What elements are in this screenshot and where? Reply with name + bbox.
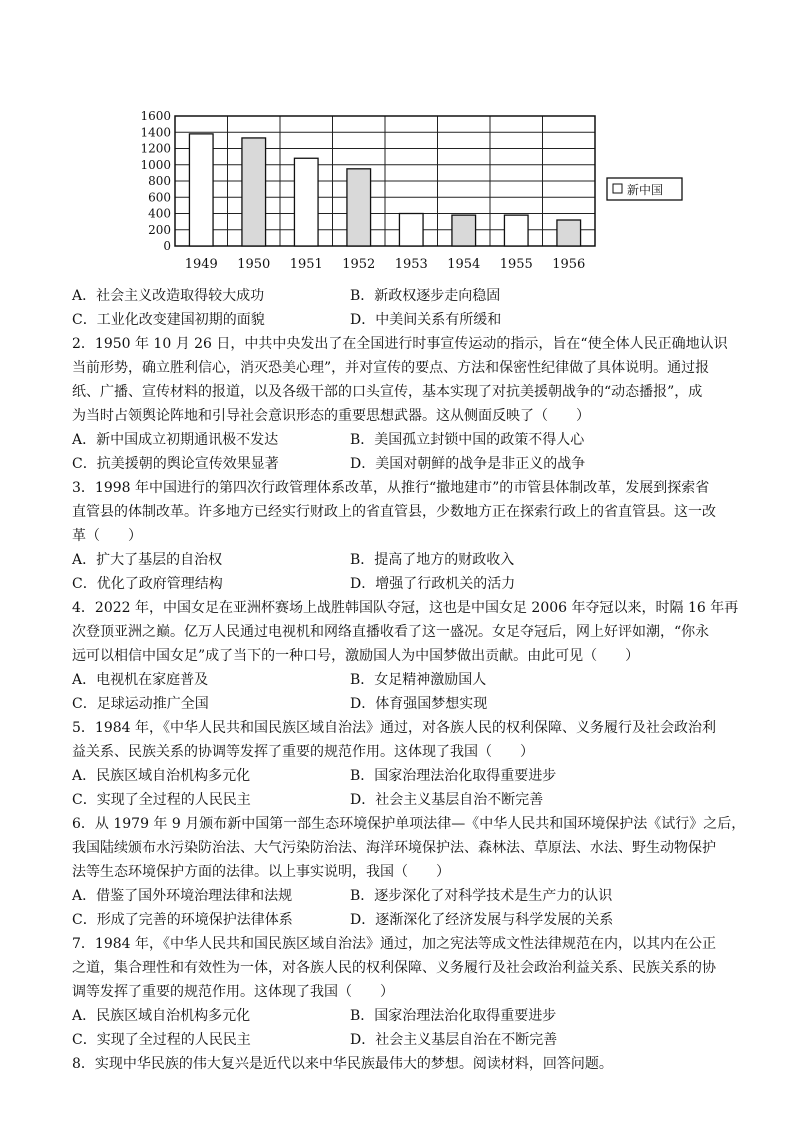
q4-option-d: D．体育强国梦想实现 bbox=[350, 696, 488, 712]
q6-option-c: C．形成了完善的环境保护法律体系 bbox=[72, 912, 293, 928]
y-tick-label: 1000 bbox=[140, 157, 171, 172]
q3-option-b: B．提高了地方的财政收入 bbox=[350, 552, 515, 568]
q7-option-b: B．国家治理法治化取得重要进步 bbox=[350, 1008, 557, 1024]
q5-stem-line-1: 5．1984 年，《中华人民共和国民族区域自治法》通过，对各族人民的权利保障、义务履行及社会政治利 bbox=[72, 720, 716, 736]
q4-option-c: C．足球运动推广全国 bbox=[72, 696, 209, 712]
q5-option-d: D．社会主义基层自治不断完善 bbox=[350, 792, 544, 808]
q6-option-a: A．借鉴了国外环境治理法律和法规 bbox=[72, 888, 293, 904]
y-tick-label: 400 bbox=[148, 206, 171, 221]
x-tick-label: 1949 bbox=[184, 257, 218, 272]
q6-stem-line-2: 我国陆续颁布水污染防治法、大气污染防治法、海洋环境保护法、森林法、草原法、水法、野生动物保护 bbox=[72, 840, 716, 856]
q4-stem-line-2: 次登顶亚洲之巅。亿万人民通过电视机和网络直播收看了这一盛况。女足夺冠后，网上好评如潮，“你永 bbox=[72, 624, 710, 640]
q2-stem-line-4: 为当时占领舆论阵地和引导社会意识形态的重要思想武器。这从侧面反映了（ ） bbox=[72, 408, 590, 424]
bar bbox=[557, 220, 581, 246]
y-tick-label: 600 bbox=[148, 190, 171, 205]
q4-stem-line-3: 远可以相信中国女足”成了当下的一种口号，激励国人为中国梦做出贡献。由此可见（ ） bbox=[72, 648, 640, 664]
q1-option-c: C．工业化改变建国初期的面貌 bbox=[72, 312, 265, 328]
q7-option-c: C．实现了全过程的人民民主 bbox=[72, 1032, 251, 1048]
y-tick-label: 1400 bbox=[140, 125, 171, 140]
x-tick-label: 1955 bbox=[499, 257, 533, 272]
y-tick-label: 200 bbox=[148, 222, 171, 237]
q2-option-b: B．美国孤立封锁中国的政策不得人心 bbox=[350, 432, 585, 448]
q3-stem-line-2: 直管县的体制改革。许多地方已经实行财政上的省直管县，少数地方正在探索行政上的省直管县。这一改 bbox=[72, 504, 716, 520]
q5-option-b: B．国家治理法治化取得重要进步 bbox=[350, 768, 557, 784]
q4-option-a: A．电视机在家庭普及 bbox=[72, 672, 209, 688]
q2-stem-line-3: 纸、广播、宣传材料的报道，以及各级干部的口头宣传，基本实现了对抗美援朝战争的“动态播报”，成 bbox=[72, 384, 703, 400]
q1-option-a: A．社会主义改造取得较大成功 bbox=[72, 288, 265, 304]
q6-stem-line-1: 6．从 1979 年 9 月颁布新中国第一部生态环境保护单项法律—《中华人民共和国环境保护法《试行》之后， bbox=[72, 816, 746, 832]
y-tick-label: 1600 bbox=[140, 109, 171, 123]
q2-stem-line-2: 当前形势，确立胜利信心，消灭恐美心理”，并对宣传的要点、方法和保密性纪律做了具体说明。通过报 bbox=[72, 360, 710, 376]
q2-option-c: C．抗美援朝的舆论宣传效果显著 bbox=[72, 456, 279, 472]
q7-option-a: A．民族区域自治机构多元化 bbox=[72, 1008, 251, 1024]
q4-option-b: B．女足精神激励国人 bbox=[350, 672, 487, 688]
x-tick-label: 1951 bbox=[289, 257, 323, 272]
x-tick-label: 1953 bbox=[394, 257, 428, 272]
x-tick-label: 1954 bbox=[447, 257, 481, 272]
bar bbox=[242, 138, 266, 246]
q5-stem-line-2: 益关系、民族关系的协调等发挥了重要的规范作用。这体现了我国（ ） bbox=[72, 744, 534, 760]
q4-stem-line-1: 4．2022 年，中国女足在亚洲杯赛场上战胜韩国队夺冠，这也是中国女足 2006 年夺冠以来，时隔 16 年再 bbox=[72, 600, 739, 616]
q1-option-d: D．中美间关系有所缓和 bbox=[350, 312, 502, 328]
q3-option-d: D．增强了行政机关的活力 bbox=[350, 576, 516, 592]
bar bbox=[399, 214, 423, 247]
legend-swatch bbox=[613, 184, 622, 193]
q6-option-d: D．逐渐深化了经济发展与科学发展的关系 bbox=[350, 912, 614, 928]
x-tick-label: 1956 bbox=[552, 257, 586, 272]
bar bbox=[189, 134, 213, 246]
q6-stem-line-3: 法等生态环境保护方面的法律。以上事实说明，我国（ ） bbox=[72, 864, 450, 880]
q7-option-d: D．社会主义基层自治在不断完善 bbox=[350, 1032, 558, 1048]
q5-option-a: A．民族区域自治机构多元化 bbox=[72, 768, 251, 784]
y-tick-label: 0 bbox=[163, 239, 171, 253]
bar bbox=[347, 169, 371, 246]
bar bbox=[294, 158, 318, 246]
x-tick-label: 1950 bbox=[237, 257, 271, 272]
q2-stem-line-1: 2．1950 年 10 月 26 日，中共中央发出了在全国进行时事宣传运动的指示，旨在“使全体人民正确地认识 bbox=[72, 336, 728, 352]
y-tick-label: 1200 bbox=[140, 141, 171, 156]
y-tick-label: 800 bbox=[148, 174, 171, 188]
q3-stem-line-1: 3．1998 年中国进行的第四次行政管理体系改革，从推行“撤地建市”的市管县体制改革，发展到探索省 bbox=[72, 480, 710, 496]
q3-option-a: A．扩大了基层的自治权 bbox=[72, 552, 223, 568]
bar bbox=[504, 215, 528, 246]
q5-option-c: C．实现了全过程的人民民主 bbox=[72, 792, 251, 808]
bar bbox=[452, 215, 476, 246]
bar-chart-svg bbox=[120, 100, 700, 280]
q2-option-d: D．美国对朝鲜的战争是非正义的战争 bbox=[350, 456, 586, 472]
q2-option-a: A．新中国成立初期通讯极不发达 bbox=[72, 432, 279, 448]
q6-option-b: B．逐步深化了对科学技术是生产力的认识 bbox=[350, 888, 613, 904]
q3-stem-line-3: 革（ ） bbox=[72, 528, 142, 544]
q8-stem-line-1: 8．实现中华民族的伟大复兴是近代以来中华民族最伟大的梦想。阅读材料，回答问题。 bbox=[72, 1056, 613, 1072]
bar-chart bbox=[120, 100, 700, 280]
q7-stem-line-1: 7．1984 年，《中华人民共和国民族区域自治法》通过，加之宪法等成文性法律规范在内，以其内在公正 bbox=[72, 936, 716, 952]
q7-stem-line-2: 之道，集合理性和有效性为一体，对各族人民的权利保障、义务履行及社会政治利益关系、民族关系的协 bbox=[72, 960, 716, 976]
q1-option-b: B．新政权逐步走向稳固 bbox=[350, 288, 501, 304]
q3-option-c: C．优化了政府管理结构 bbox=[72, 576, 223, 592]
q7-stem-line-3: 调等发挥了重要的规范作用。这体现了我国（ ） bbox=[72, 984, 394, 1000]
x-tick-label: 1952 bbox=[342, 257, 376, 272]
legend-label: 新中国 bbox=[627, 183, 664, 197]
